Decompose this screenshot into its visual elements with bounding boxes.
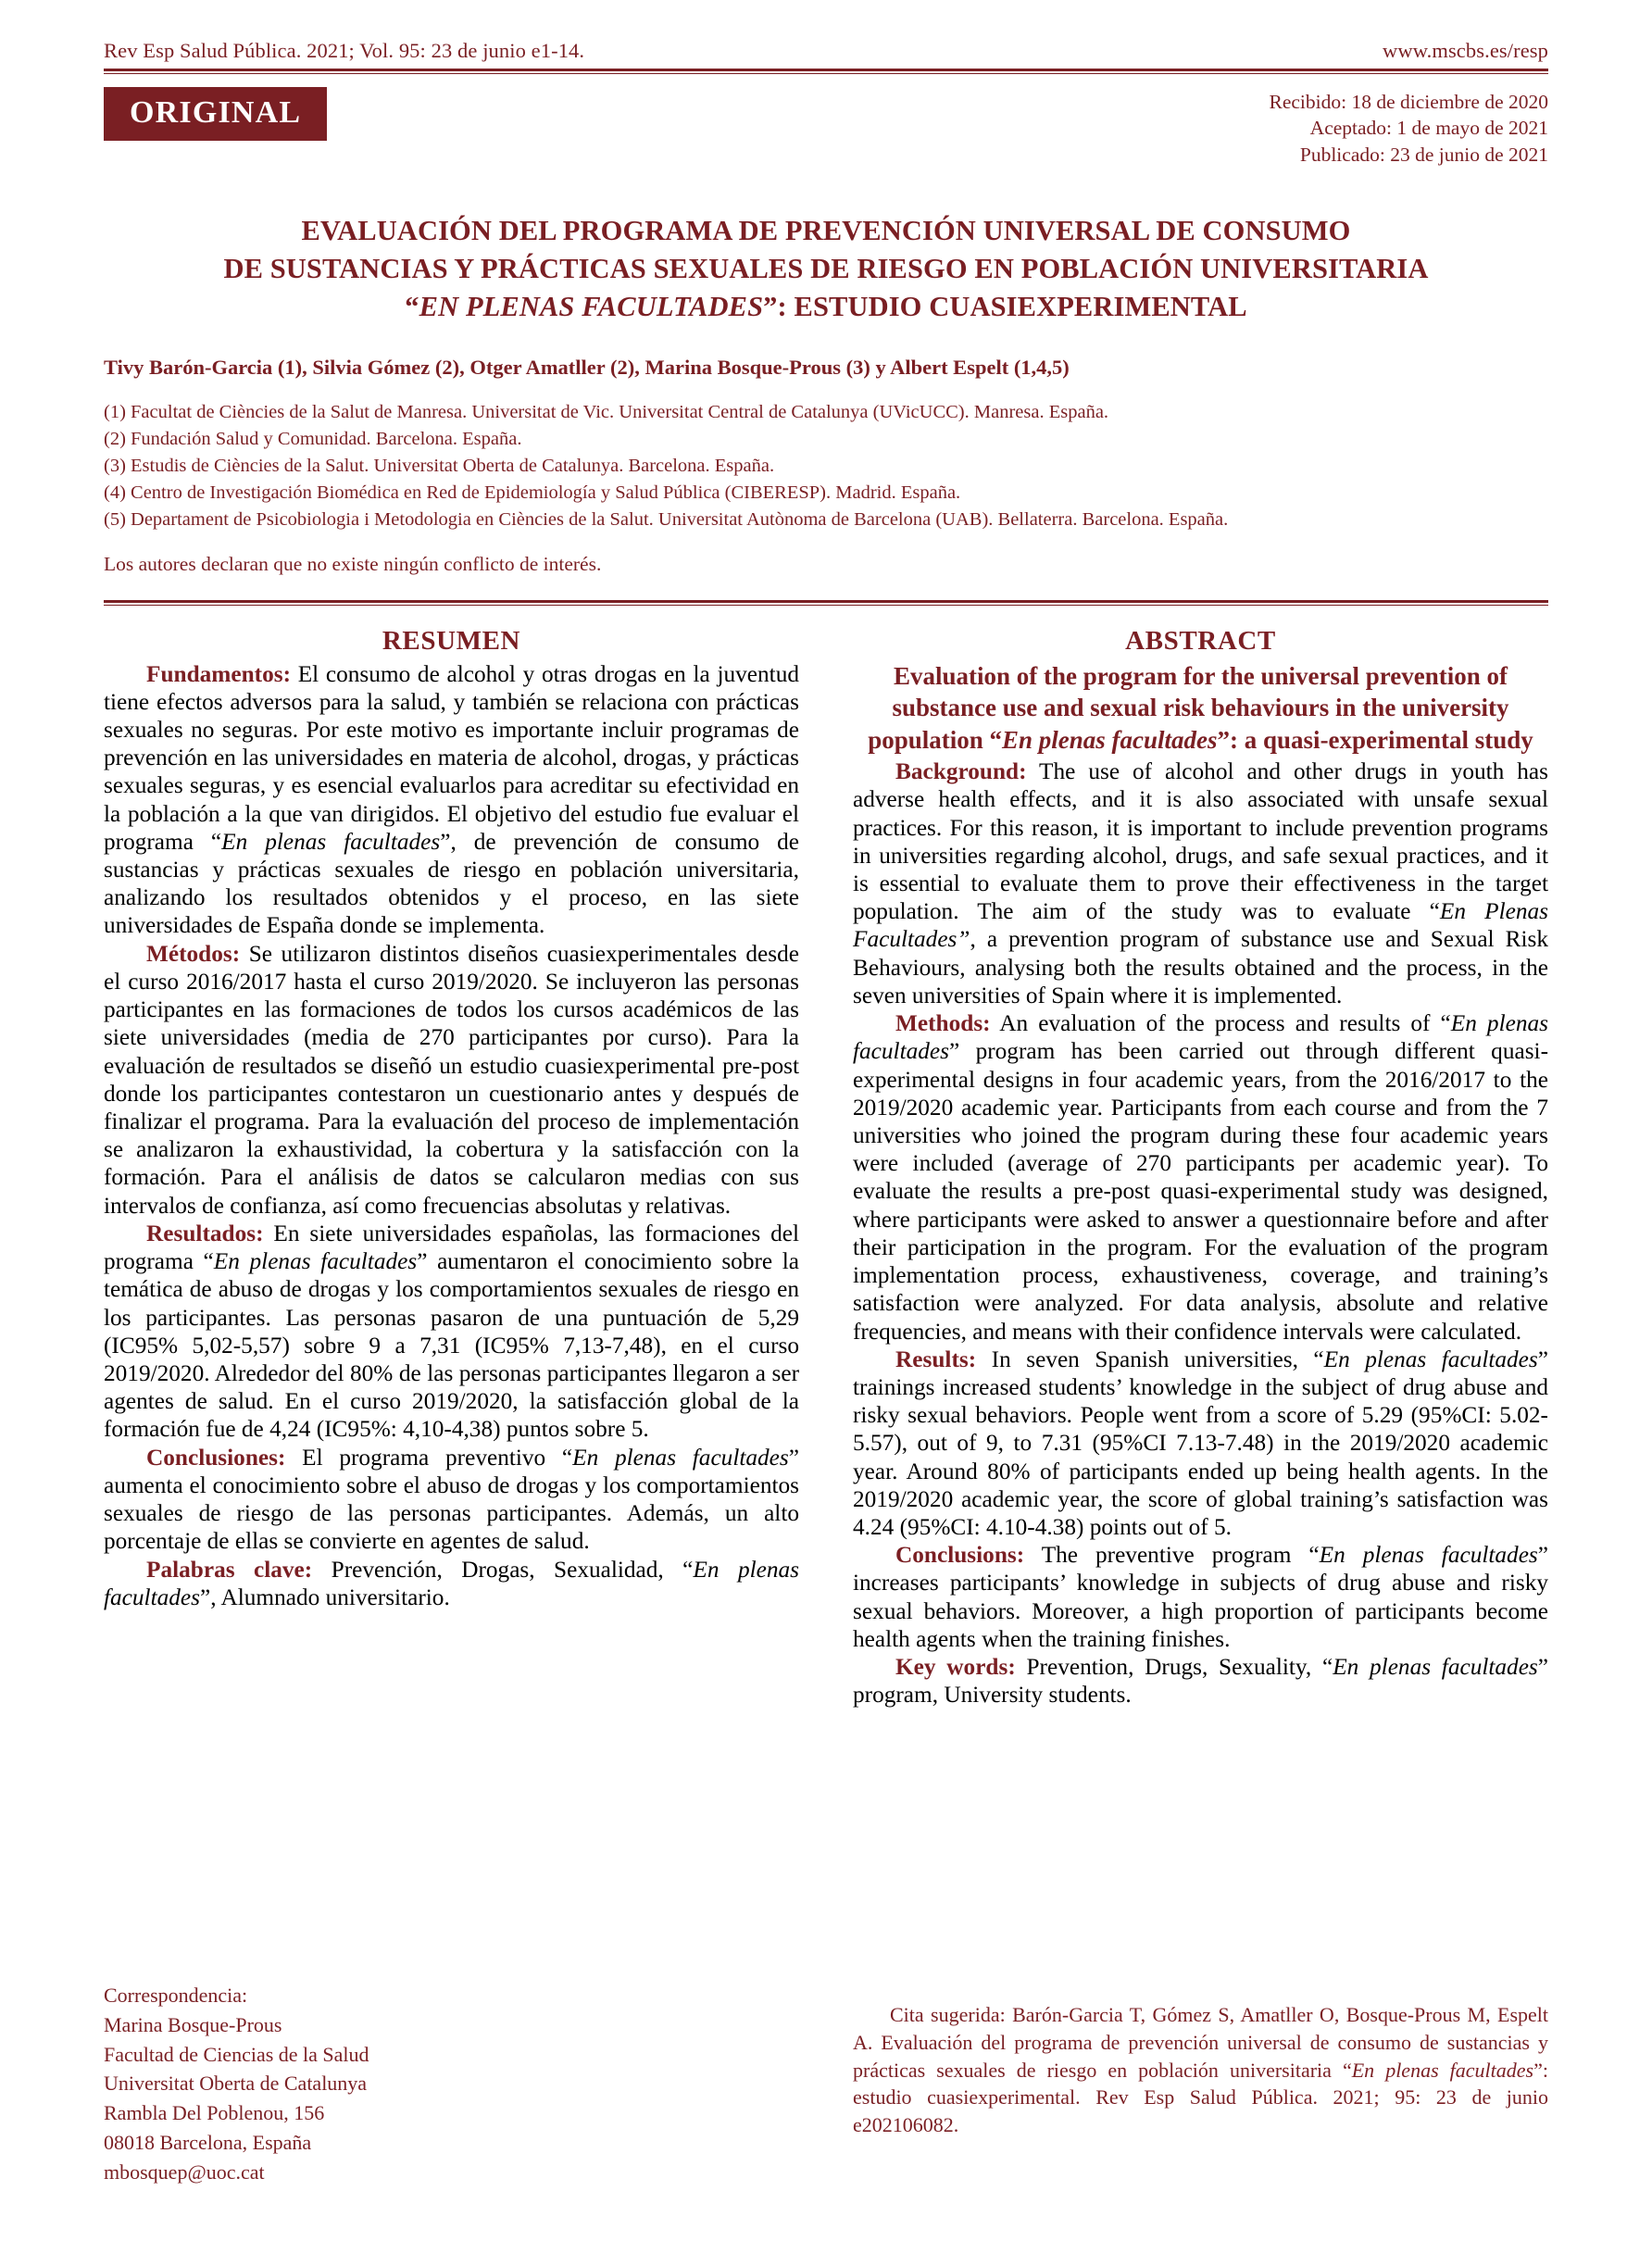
resumen-resultados-program-name: En plenas facultades bbox=[213, 1248, 418, 1275]
affiliation-item: (3) Estudis de Ciències de la Salut. Universitat Oberta de Catalunya. Barcelona. España. bbox=[104, 456, 775, 477]
correspondence-email[interactable]: mbosquep@uoc.cat bbox=[104, 2160, 265, 2185]
suggested-citation-program-name: En plenas facultades bbox=[1351, 2058, 1534, 2082]
date-received: Recibido: 18 de diciembre de 2020 bbox=[1269, 91, 1548, 113]
correspondence-name: Marina Bosque-Prous bbox=[104, 2012, 282, 2036]
abstract-keywords-program-name: En plenas facultades bbox=[1333, 1654, 1538, 1681]
resumen-conclusiones-text-a: El programa preventivo “ bbox=[285, 1444, 573, 1471]
resumen-palabras-clave-paragraph bbox=[104, 1556, 799, 1611]
page-footer bbox=[104, 1981, 1548, 2187]
abstract-keywords-text-a: Prevention, Drugs, Sexuality, “ bbox=[1015, 1654, 1333, 1681]
resumen-conclusiones-program-name: En plenas facultades bbox=[572, 1444, 789, 1471]
resumen-resultados-text-a: En siete universidades españolas, las formaciones del programa “ bbox=[104, 1220, 799, 1275]
abstract-conclusions-text-b: ” increases participants’ knowledge in subjects of drug abuse and risky sexual behaviors. Moreover, a high proportion of participants become health agents when the training finishes. bbox=[853, 1542, 1548, 1652]
abstract-background-text-a: The use of alcohol and other drugs in youth has adverse health effects, and it is also associated with unsafe sexual practices. For this reason, it is important to include prevention programs in universities regarding alcohol, drugs, and safe sexual practices, and it is essential to evaluate them to prove their effectiveness in the target population. The aim of the study was to evaluate “ bbox=[853, 758, 1548, 925]
abstract-methods-text-b: ” program has been carried out through different quasi-experimental designs in four academic years, from the 2016/2017 to the 2019/2020 academic year. Participants from each course and from the 7 universities who joined the program during these four academic years were included (average of 270 participants per academic year). To evaluate the results a pre-post quasi-experimental study was designed, where participants were asked to answer a questionnaire before and after their participation in the program. For the evaluation of the program implementation process, exhaustiveness, coverage, and training’s satisfaction were analyzed. For data analysis, absolute and relative frequencies, and means with their confidence intervals were calculated. bbox=[853, 1038, 1548, 1345]
article-title bbox=[104, 212, 1548, 326]
abstract-keywords-paragraph bbox=[853, 1653, 1548, 1709]
abstract-conclusions-paragraph bbox=[853, 1541, 1548, 1653]
correspondence-details bbox=[104, 1981, 799, 2187]
masthead-divider bbox=[104, 69, 1548, 74]
badge-and-dates-row bbox=[104, 87, 1548, 168]
title-line-3-rest: ”: ESTUDIO CUASIEXPERIMENTAL bbox=[763, 290, 1247, 322]
abstract-conclusions-program-name: En plenas facultades bbox=[1319, 1542, 1538, 1569]
abstract-keywords-text-b: ” program, University students. bbox=[853, 1654, 1549, 1709]
conflict-of-interest-statement: Los autores declaran que no existe ningún conflicto de interés. bbox=[104, 552, 602, 575]
affiliation-item: (4) Centro de Investigación Biomédica en Red de Epidemiología y Salud Pública (CIBERESP). Madrid. España. bbox=[104, 482, 961, 504]
suggested-citation-text bbox=[853, 2001, 1548, 2140]
resumen-fundamentos-paragraph bbox=[104, 660, 799, 940]
resumen-metodos-text: Se utilizaron distintos diseños cuasiexperimentales desde el curso 2016/2017 hasta el curso 2019/2020. Se incluyeron las personas participantes en las formaciones de todos los cursos académicos de las siete universidades (media de 270 participantes por curso). Para la evaluación de resultados se diseñó un estudio cuasiexperimental pre-post donde los participantes contestaron un cuestionario antes y después de finalizar el programa. Para la evaluación del proceso de implementación se analizaron la exhaustividad, la cobertura y la satisfacción con la formación. Para el análisis de datos se calcularon medias con sus intervalos de confianza, así como frecuencias absolutas y relativas. bbox=[104, 940, 799, 1219]
resumen-fundamentos-program-name: En plenas facultades bbox=[221, 828, 441, 855]
affiliation-item: (2) Fundación Salud y Comunidad. Barcelona. España. bbox=[104, 429, 522, 450]
abstract-section-divider bbox=[104, 600, 1548, 606]
resumen-fundamentos-text-b: ”, de prevención de consumo de sustancias y prácticas sexuales de riesgo en población universitaria, analizando los resultados obtenidos y el proceso, en las siete universidades de España donde se implementa. bbox=[104, 828, 799, 939]
resumen-heading: RESUMEN bbox=[382, 625, 521, 656]
abstract-methods-text-a: An evaluation of the process and results of “ bbox=[990, 1010, 1451, 1037]
resumen-column bbox=[104, 626, 799, 1709]
suggested-citation-text-a: Barón-Garcia T, Gómez S, Amatller O, Bosque-Prous M, Espelt A. Evaluación del programa de prevención universal de consumo de sustancias y prácticas sexuales de riesgo en población universitaria “ bbox=[853, 2002, 1548, 2082]
affiliation-item: (1) Facultat de Ciències de la Salut de Manresa. Universitat de Vic. Universitat Central de Catalunya (UVicUCC). Manresa. España. bbox=[104, 401, 1109, 422]
title-line-3 bbox=[104, 288, 1548, 326]
resumen-palabras-clave-text-b: ”, Alumnado universitario. bbox=[199, 1584, 450, 1610]
abstract-results-text-b: ” trainings increased students’ knowledge in the subject of drug abuse and risky sexual behaviors. People went from a score of 5.29 (95%CI: 5.02-5.57), out of 9, to 7.31 (95%CI 7.13-7.48) in the 2019/2020 academic year. Around 80% of participants ended up being health agents. In the 2019/2020 academic year, the score of global training’s satisfaction was 4.24 (95%CI: 4.10-4.38) points out of 5. bbox=[853, 1346, 1548, 1541]
title-line-2: DE SUSTANCIAS Y PRÁCTICAS SEXUALES DE RIESGO EN POBLACIÓN UNIVERSITARIA bbox=[223, 252, 1429, 284]
masthead bbox=[104, 0, 1548, 63]
resumen-conclusiones-text-b: ” aumenta el conocimiento sobre el abuso de drogas y los comportamientos sexuales de riesgo de las personas participantes. Además, un alto porcentaje de ellas se convierte en agentes de salud. bbox=[104, 1444, 799, 1555]
author-list: Tivy Barón-Garcia (1), Silvia Gómez (2), Otger Amatller (2), Marina Bosque-Prous (3) y Albert Espelt (1,4,5) bbox=[104, 355, 1070, 379]
abstract-methods-label: Methods: bbox=[895, 1010, 991, 1037]
abstract-conclusions-text-a: The preventive program “ bbox=[1024, 1542, 1320, 1569]
abstract-english-title-a: Evaluation of the program for the universal prevention of substance use and sexual risk behaviours in the university population “ bbox=[868, 661, 1509, 754]
date-published: Publicado: 23 de junio de 2021 bbox=[1299, 143, 1548, 166]
correspondence-heading: Correspondencia: bbox=[104, 1983, 248, 2007]
abstract-english-title-program-name: En plenas facultades bbox=[1002, 725, 1218, 754]
abstract-results-paragraph bbox=[853, 1346, 1548, 1542]
abstract-background-program-name: En Plenas Facultades” bbox=[853, 898, 1548, 953]
abstract-background-label: Background: bbox=[895, 758, 1027, 785]
abstract-results-text-a: In seven Spanish universities, “ bbox=[976, 1346, 1324, 1372]
resumen-palabras-clave-text-a: Prevención, Drogas, Sexualidad, “ bbox=[312, 1556, 694, 1583]
abstract-heading: ABSTRACT bbox=[1125, 625, 1276, 656]
abstract-english-title-b: ”: a quasi-experimental study bbox=[1217, 725, 1533, 754]
resumen-palabras-clave-program-name: En plenas facultades bbox=[104, 1556, 799, 1610]
suggested-citation-label: Cita sugerida: bbox=[890, 2002, 1006, 2026]
journal-website-link[interactable]: www.mscbs.es/resp bbox=[1383, 39, 1548, 62]
resumen-fundamentos-label: Fundamentos: bbox=[146, 660, 292, 687]
resumen-metodos-label: Métodos: bbox=[146, 940, 241, 967]
article-type-badge: ORIGINAL bbox=[104, 87, 327, 141]
title-quote-open: “ bbox=[405, 290, 419, 322]
title-line-1: EVALUACIÓN DEL PROGRAMA DE PREVENCIÓN UNIVERSAL DE CONSUMO bbox=[301, 215, 1351, 247]
journal-citation-line: Rev Esp Salud Pública. 2021; Vol. 95: 23 de junio e1-14. bbox=[104, 39, 585, 62]
resumen-fundamentos-text-a: El consumo de alcohol y otras drogas en la juventud tiene efectos adversos para la salud, y también se relaciona con prácticas sexuales no seguras. Por este motivo es importante incluir programas de prevención en las universidades en materia de alcohol, drogas, y prácticas sexuales seguras, y es esencial evaluarlos para acreditar su efectividad en la población a la que van dirigidos. El objetivo del estudio fue evaluar el programa “ bbox=[104, 660, 799, 855]
abstract-keywords-label: Key words: bbox=[895, 1654, 1016, 1681]
resumen-conclusiones-paragraph bbox=[104, 1444, 799, 1556]
suggested-citation-text-b: ”: estudio cuasiexperimental. Rev Esp Salud Pública. 2021; 95: 23 de junio e202106082. bbox=[853, 2058, 1548, 2137]
correspondence-block bbox=[104, 1981, 799, 2187]
affiliation-list bbox=[104, 399, 1548, 534]
publication-dates bbox=[1269, 87, 1548, 168]
abstract-columns bbox=[104, 626, 1548, 1709]
abstract-methods-paragraph bbox=[853, 1009, 1548, 1346]
correspondence-street: Rambla Del Poblenou, 156 bbox=[104, 2101, 325, 2125]
abstract-results-label: Results: bbox=[895, 1346, 977, 1372]
date-accepted: Aceptado: 1 de mayo de 2021 bbox=[1309, 117, 1548, 140]
correspondence-university: Universitat Oberta de Catalunya bbox=[104, 2072, 368, 2096]
affiliation-item: (5) Departament de Psicobiologia i Metodologia en Ciències de la Salut. Universitat Autònoma de Barcelona (UAB). Bellaterra. Barcelona. España. bbox=[104, 509, 1229, 531]
resumen-resultados-label: Resultados: bbox=[146, 1220, 264, 1246]
resumen-metodos-paragraph bbox=[104, 940, 799, 1220]
abstract-english-title bbox=[853, 660, 1548, 757]
suggested-citation-block bbox=[853, 1981, 1548, 2187]
resumen-resultados-text-b: ” aumentaron el conocimiento sobre la temática de abuso de drogas y los comportamientos sexuales de riesgo en los participantes. Las personas pasaron de una puntuación de 5,29 (IC95% 5,02-5,57) sobre 9 a 7,31 (IC95% 7,13-7,48), en el curso 2019/2020. Alrededor del 80% de las personas participantes llegaron a ser agentes de salud. En el curso 2019/2020, la satisfacción global de la formación fue de 4,24 (IC95%: 4,10-4,38) puntos sobre 5. bbox=[104, 1248, 800, 1443]
resumen-resultados-paragraph bbox=[104, 1220, 799, 1444]
abstract-background-text-b: , a prevention program of substance use and Sexual Risk Behaviours, analysing both the results obtained and the process, in the seven universities of Spain where it is implemented. bbox=[853, 926, 1548, 1008]
abstract-background-paragraph bbox=[853, 757, 1548, 1009]
abstract-column bbox=[853, 626, 1548, 1709]
resumen-palabras-clave-label: Palabras clave: bbox=[146, 1556, 313, 1583]
resumen-conclusiones-label: Conclusiones: bbox=[146, 1444, 286, 1471]
title-program-name: EN PLENAS FACULTADES bbox=[419, 290, 764, 322]
abstract-results-program-name: En plenas facultades bbox=[1323, 1346, 1538, 1372]
correspondence-city: 08018 Barcelona, España bbox=[104, 2131, 312, 2155]
correspondence-faculty: Facultad de Ciencias de la Salud bbox=[104, 2042, 369, 2066]
abstract-methods-program-name: En plenas facultades bbox=[853, 1010, 1548, 1065]
abstract-conclusions-label: Conclusions: bbox=[895, 1542, 1025, 1569]
